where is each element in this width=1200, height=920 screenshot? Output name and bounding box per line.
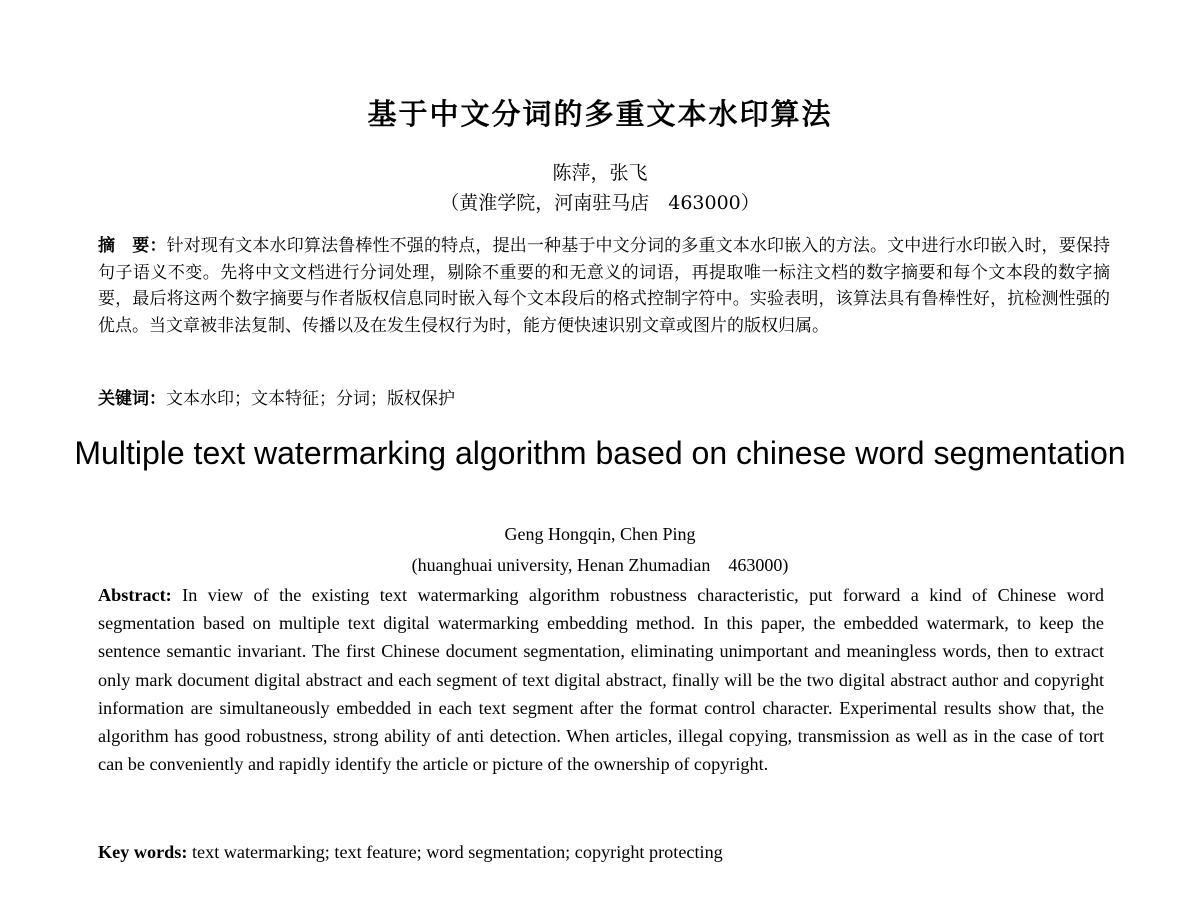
english-authors: Geng Hongqin, Chen Ping xyxy=(504,524,696,544)
chinese-affiliation: （黄淮学院，河南驻马店 463000） xyxy=(440,192,760,214)
chinese-abstract-label: 摘 要： xyxy=(98,236,167,256)
english-abstract xyxy=(98,581,1104,778)
chinese-abstract xyxy=(98,233,1110,339)
chinese-keywords-text: 文本水印；文本特征；分词；版权保护 xyxy=(166,389,455,409)
chinese-keywords xyxy=(98,386,1110,413)
chinese-keywords-label: 关键词： xyxy=(98,389,166,409)
chinese-authors: 陈萍，张飞 xyxy=(552,162,648,184)
english-keywords-text: text watermarking; text feature; word segmentation; copyright protecting xyxy=(187,842,723,862)
chinese-title: 基于中文分词的多重文本水印算法 xyxy=(367,97,833,131)
english-title: Multiple text watermarking algorithm based on chinese word segmentation xyxy=(74,435,1126,471)
english-keywords-label: Key words: xyxy=(98,842,188,862)
english-abstract-label: Abstract: xyxy=(98,585,172,605)
english-keywords xyxy=(98,838,1104,866)
english-abstract-text: In view of the existing text watermarking algorithm robustness characteristic, put forward a kind of Chinese word segmentation based on multiple text digital watermarking embedding method. In this paper, the embedded watermark, to keep the sentence semantic invariant. The first Chinese document segmentation, eliminating unimportant and meaningless words, then to extract only mark document digital abstract and each segment of text digital abstract, finally will be the two digital abstract author and copyright information are simultaneously embedded in each text segment after the format control character. Experimental results show that, the algorithm has good robustness, strong ability of anti detection. When articles, illegal copying, transmission as well as in the case of tort can be conveniently and rapidly identify the article or picture of the ownership of copyright. xyxy=(98,585,1104,775)
chinese-abstract-text: 针对现有文本水印算法鲁棒性不强的特点，提出一种基于中文分词的多重文本水印嵌入的方法。文中进行水印嵌入时，要保持句子语义不变。先将中文文档进行分词处理，剔除不重要的和无意义的词语，再提取唯一标注文档的数字摘要和每个文本段的数字摘要，最后将这两个数字摘要与作者版权信息同时嵌入每个文本段后的格式控制字符中。实验表明，该算法具有鲁棒性好，抗检测性强的优点。当文章被非法复制、传播以及在发生侵权行为时，能方便快速识别文章或图片的版权归属。 xyxy=(98,236,1111,336)
english-affiliation: (huanghuai university, Henan Zhumadian 463000) xyxy=(411,555,789,575)
